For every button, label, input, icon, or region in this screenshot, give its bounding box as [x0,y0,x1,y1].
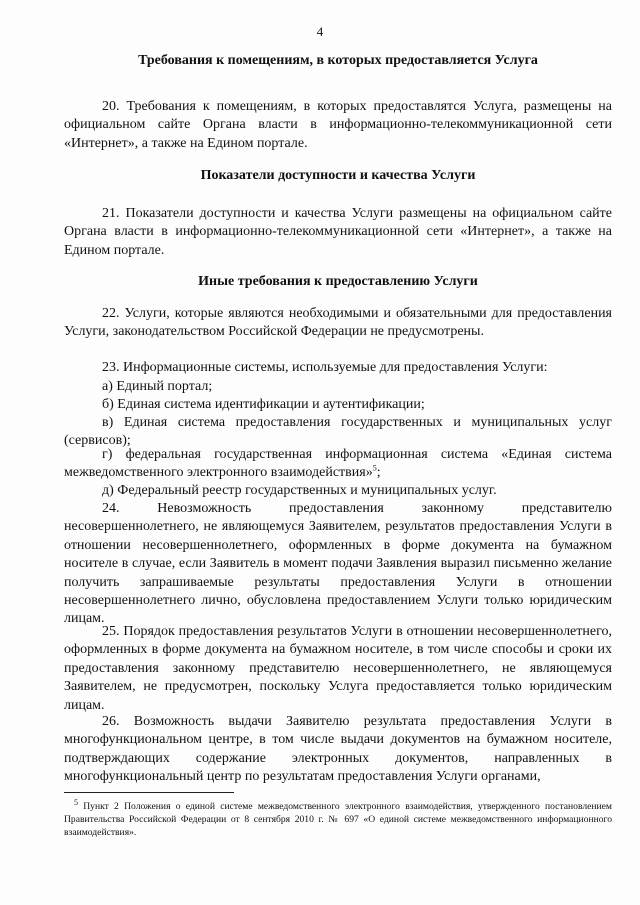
list-item-v: в) Единая система предоставления государственных и муниципальных услуг (сервисов); [64,415,612,449]
page-number: 4 [316,24,324,39]
footnote [64,797,612,839]
paragraph-23: 23. Информационные системы, используемые для предоставления Услуги: [102,360,548,375]
list-item-g [64,446,612,483]
paragraph-20: 20. Требования к помещениям, в которых предоставлятся Услуга, размещены на официальном сайте Органа власти в информационно-телекоммуникационной сети «Интернет», а также на Едином портале. [64,99,612,151]
footnote-separator [64,792,234,793]
list-item-g-text: г) федеральная государственная информационная система «Единая система межведомственного электронного взаимодействия» [64,447,612,481]
paragraph-21: 21. Показатели доступности и качества Услуги размещены на официальном сайте Органа власти в информационно-телекоммуникационной сети «Интернет», а также на Едином портале. [64,206,612,258]
list-item-a: а) Единый портал; [102,379,213,394]
paragraph-24: 24. Невозможность предоставления законному представителю несовершеннолетнего, не являющемуся Заявителем, результатов предоставления Услуги в отношении несовершеннолетнего, оформленных в форме документа на бумажном носителе в случае, если Заявитель в момент подачи Заявления выразил письменно желание получить запрашиваемые результаты предоставления Услуги в отношении несовершеннолетнего лично, обусловлена предоставлением Услуги только юридическим лицам. [64,501,612,627]
list-item-g-punct: ; [376,465,381,481]
list-item-d: д) Федеральный реестр государственных и муниципальных услуг. [102,483,497,498]
list-item-b: б) Единая система идентификации и аутентификации; [102,397,425,412]
section-heading-quality: Показатели доступности и качества Услуги [200,168,476,183]
section-heading-premises: Требования к помещениям, в которых предоставляется Услуга [138,53,538,68]
footnote-text: Пункт 2 Положения о единой системе межведомственного электронного взаимодействия, утвержденного постановлением Правительства Российской Федерации от 8 сентября 2010 г. № 697 «О единой системе межведомственного информационного взаимодействия». [64,801,612,838]
paragraph-26: 26. Возможность выдачи Заявителю результата предоставления Услуги в многофункциональном центре, в том числе выдачи документов на бумажном носителе, подтверждающих содержание электронных документов, направленных в многофункциональный центр по результатам предоставления Услуги органами, [64,714,612,785]
footnote-mark: 5 [74,797,78,807]
section-heading-other-requirements: Иные требования к предоставлению Услуги [198,274,478,289]
paragraph-25: 25. Порядок предоставления результатов Услуги в отношении несовершеннолетнего, оформленных в форме документа на бумажном носителе, в том числе способы и сроки их предоставления законному представителю несовершеннолетнего, не являющемуся Заявителем, не предусмотрен, поскольку Услуга предоставляется только юридическим лицам. [64,624,612,713]
paragraph-22: 22. Услуги, которые являются необходимыми и обязательными для предоставления Услуги, законодательством Российской Федерации не предусмотрены. [64,306,612,340]
footnote-reference: 5 [372,463,377,473]
